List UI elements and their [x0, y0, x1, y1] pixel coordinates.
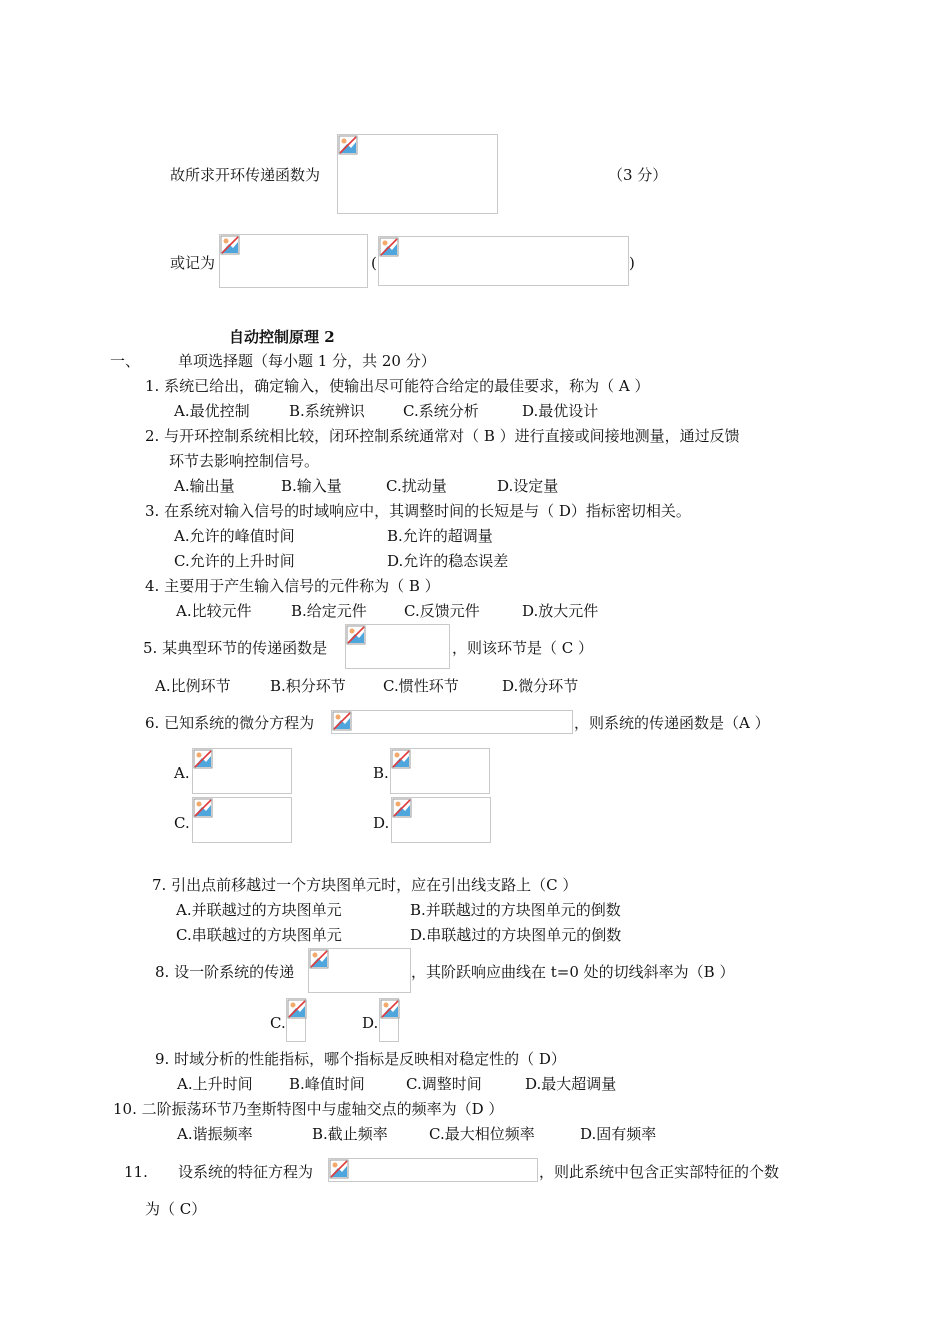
question-4-option-d: D.放大元件: [522, 602, 599, 620]
broken-image-icon: [220, 235, 240, 255]
question-3-stem: 3. 在系统对输入信号的时域响应中，其调整时间的长短是与（ D）指标密切相关。: [145, 502, 691, 520]
question-2-option-b: B.输入量: [281, 477, 342, 495]
question-5-stem: 5. 某典型环节的传递函数是: [143, 639, 328, 657]
question-11-stem: 设系统的特征方程为: [178, 1163, 314, 1181]
formula-image-alt-2: [378, 236, 629, 286]
question-1-stem: 1. 系统已给出，确定输入，使输出尽可能符合给定的最佳要求，称为（ A ）: [145, 377, 650, 395]
question-3-option-c: C.允许的上升时间: [174, 552, 295, 570]
question-3-option-b: B.允许的超调量: [387, 527, 493, 545]
question-2-option-d: D.设定量: [497, 477, 559, 495]
question-6-option-d-label: D.: [373, 814, 390, 832]
question-6-stem: 6. 已知系统的微分方程为: [145, 714, 315, 732]
question-6-option-b-image: [390, 748, 490, 794]
question-1-option-a: A.最优控制: [174, 402, 250, 420]
formula-image-q5: [345, 624, 450, 669]
section-title: 自动控制原理 2: [229, 328, 335, 346]
question-1-option-d: D.最优设计: [522, 402, 599, 420]
question-5-stem-after: ，则该环节是（ C ）: [452, 639, 594, 657]
formula-image-q11: [328, 1158, 538, 1182]
question-11-number: 11.: [124, 1163, 148, 1181]
question-6-stem-after: ，则系统的传递函数是（A ）: [574, 714, 770, 732]
question-6-option-c-label: C.: [174, 814, 190, 832]
question-9-stem: 9. 时域分析的性能指标，哪个指标是反映相对稳定性的（ D）: [155, 1050, 566, 1068]
broken-image-icon: [380, 999, 400, 1019]
question-8-option-c-image: [286, 998, 306, 1042]
question-7-stem: 7. 引出点前移越过一个方块图单元时，应在引出线支路上（C ）: [152, 876, 578, 894]
question-8-stem-after: ，其阶跃响应曲线在 t=0 处的切线斜率为（B ）: [411, 963, 735, 981]
part-title: 单项选择题（每小题 1 分，共 20 分）: [178, 352, 436, 370]
question-5-option-a: A.比例环节: [155, 677, 231, 695]
score-label: （3 分）: [608, 166, 668, 184]
broken-image-icon: [391, 749, 411, 769]
question-4-option-c: C.反馈元件: [404, 602, 480, 620]
question-11-stem-line2: 为（ C）: [145, 1200, 207, 1218]
question-9-option-d: D.最大超调量: [525, 1075, 617, 1093]
broken-image-icon: [193, 749, 213, 769]
question-3-option-a: A.允许的峰值时间: [174, 527, 295, 545]
question-7-option-c: C.串联越过的方块图单元: [176, 926, 342, 944]
question-7-option-b: B.并联越过的方块图单元的倒数: [410, 901, 621, 919]
question-6-option-b-label: B.: [373, 764, 389, 782]
question-11-stem-after: ，则此系统中包含正实部特征的个数: [539, 1163, 780, 1181]
broken-image-icon: [392, 798, 412, 818]
broken-image-icon: [329, 1159, 349, 1179]
question-8-option-d-image: [379, 998, 399, 1042]
question-10-option-b: B.截止频率: [312, 1125, 388, 1143]
broken-image-icon: [379, 237, 399, 257]
question-2-option-c: C.扰动量: [386, 477, 447, 495]
question-6-option-c-image: [192, 797, 292, 843]
question-2-stem-line2: 环节去影响控制信号。: [169, 452, 320, 470]
broken-image-icon: [346, 625, 366, 645]
question-6-option-a-label: A.: [174, 764, 190, 782]
question-4-option-a: A.比较元件: [176, 602, 252, 620]
question-10-option-c: C.最大相位频率: [429, 1125, 535, 1143]
question-8-option-d-label: D.: [362, 1014, 379, 1032]
formula-image-q6: [331, 710, 573, 734]
broken-image-icon: [287, 999, 307, 1019]
question-6-option-a-image: [192, 748, 292, 794]
formula-image-q8: [308, 948, 411, 993]
question-9-option-b: B.峰值时间: [289, 1075, 365, 1093]
question-10-option-a: A.谐振频率: [177, 1125, 253, 1143]
question-8-option-c-label: C.: [270, 1014, 286, 1032]
question-1-option-b: B.系统辨识: [289, 402, 365, 420]
broken-image-icon: [332, 711, 352, 731]
question-5-option-d: D.微分环节: [502, 677, 579, 695]
question-10-option-d: D.固有频率: [580, 1125, 657, 1143]
question-10-stem: 10. 二阶振荡环节乃奎斯特图中与虚轴交点的频率为（D ）: [113, 1100, 504, 1118]
question-3-option-d: D.允许的稳态误差: [387, 552, 509, 570]
formula-image-alt-1: [219, 234, 368, 288]
broken-image-icon: [193, 798, 213, 818]
question-5-option-c: C.惯性环节: [383, 677, 459, 695]
broken-image-icon: [338, 135, 358, 155]
broken-image-icon: [309, 949, 329, 969]
question-2-stem: 2. 与开环控制系统相比较，闭环控制系统通常对（ B ）进行直接或间接地测量，通过反馈: [145, 427, 740, 445]
question-1-option-c: C.系统分析: [403, 402, 479, 420]
formula-image-open-loop: [337, 134, 498, 214]
question-4-stem: 4. 主要用于产生输入信号的元件称为（ B ）: [145, 577, 440, 595]
question-2-option-a: A.输出量: [174, 477, 235, 495]
paren-open: (: [371, 254, 377, 272]
open-loop-label: 故所求开环传递函数为: [170, 166, 321, 184]
question-5-option-b: B.积分环节: [270, 677, 346, 695]
question-9-option-c: C.调整时间: [406, 1075, 482, 1093]
question-7-option-a: A.并联越过的方块图单元: [176, 901, 342, 919]
question-6-option-d-image: [391, 797, 491, 843]
paren-close: ): [629, 254, 635, 272]
or-written-as-label: 或记为: [170, 254, 216, 272]
question-9-option-a: A.上升时间: [177, 1075, 253, 1093]
question-7-option-d: D.串联越过的方块图单元的倒数: [410, 926, 622, 944]
question-4-option-b: B.给定元件: [291, 602, 367, 620]
part-number: 一、: [110, 352, 141, 370]
question-8-stem: 8. 设一阶系统的传递: [155, 963, 295, 981]
